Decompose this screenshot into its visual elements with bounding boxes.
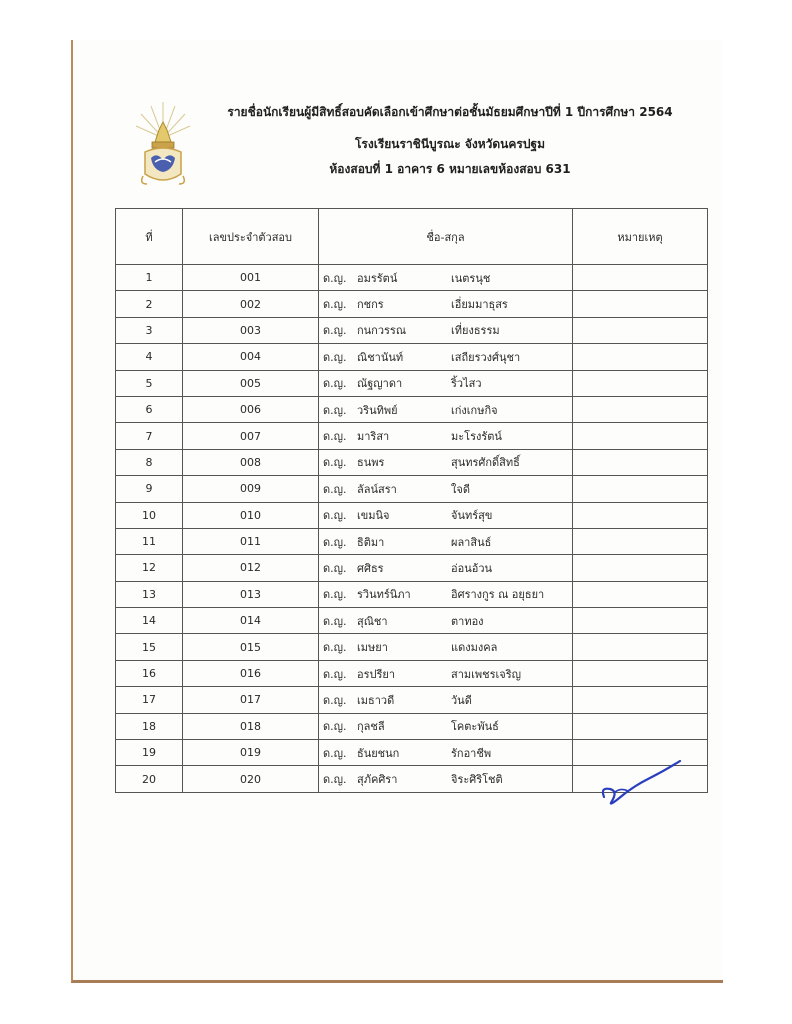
remarks <box>573 344 708 370</box>
remarks <box>573 291 708 317</box>
first-name: กนกวรรณ <box>357 324 407 338</box>
student-name-cell <box>319 528 573 554</box>
name-prefix: ด.ญ. <box>323 456 347 470</box>
exam-id: 015 <box>183 634 319 660</box>
table-header-row <box>116 209 708 265</box>
student-name <box>319 506 572 524</box>
first-name: เมธาวดี <box>357 693 395 707</box>
last-name: ริ้วไสว <box>451 377 482 391</box>
name-prefix: ด.ญ. <box>323 535 347 549</box>
name-prefix: ด.ญ. <box>323 746 347 760</box>
first-name: สุภัคศิรา <box>357 773 398 787</box>
student-name <box>319 348 572 366</box>
first-name: ธิติมา <box>357 535 385 549</box>
student-name <box>319 480 572 498</box>
student-name-cell <box>319 766 573 792</box>
name-prefix: ด.ญ. <box>323 773 347 787</box>
student-name-cell <box>319 687 573 713</box>
column-header-number: ที่ <box>116 209 183 265</box>
student-name <box>319 401 572 419</box>
table-row <box>116 423 708 449</box>
exam-id: 008 <box>183 449 319 475</box>
row-number: 11 <box>116 528 183 554</box>
exam-id: 019 <box>183 740 319 766</box>
name-prefix: ด.ญ. <box>323 403 347 417</box>
table-row <box>116 265 708 291</box>
student-name <box>319 321 572 339</box>
table-row <box>116 476 708 502</box>
column-header-name: ชื่อ-สกุล <box>319 209 573 265</box>
student-name-cell <box>319 449 573 475</box>
student-name <box>319 453 572 471</box>
name-prefix: ด.ญ. <box>323 271 347 285</box>
name-prefix: ด.ญ. <box>323 350 347 364</box>
row-number: 2 <box>116 291 183 317</box>
remarks <box>573 423 708 449</box>
last-name: เสถียรวงศ์นุชา <box>451 350 521 364</box>
first-name: อรปรียา <box>357 667 396 681</box>
name-prefix: ด.ญ. <box>323 588 347 602</box>
row-number: 17 <box>116 687 183 713</box>
table-row <box>116 608 708 634</box>
student-name <box>319 427 572 445</box>
first-name: เขมนิจ <box>357 509 390 523</box>
exam-id: 007 <box>183 423 319 449</box>
signature-mark <box>598 757 684 811</box>
last-name: ผลาสินธ์ <box>451 535 492 549</box>
first-name: อมรรัตน์ <box>357 271 398 285</box>
last-name: สุนทรศักดิ์สิทธิ์ <box>451 456 520 470</box>
row-number: 15 <box>116 634 183 660</box>
name-prefix: ด.ญ. <box>323 720 347 734</box>
last-name: มะโรงรัตน์ <box>451 430 502 444</box>
name-prefix: ด.ญ. <box>323 561 347 575</box>
name-prefix: ด.ญ. <box>323 693 347 707</box>
last-name: เนตรนุช <box>451 271 491 285</box>
last-name: อิศรางกูร ณ อยุธยา <box>451 588 545 602</box>
first-name: วรินทิพย์ <box>357 403 398 417</box>
column-header-exam-id: เลขประจำตัวสอบ <box>183 209 319 265</box>
row-number: 12 <box>116 555 183 581</box>
student-name-cell <box>319 291 573 317</box>
row-number: 16 <box>116 660 183 686</box>
row-number: 10 <box>116 502 183 528</box>
row-number: 20 <box>116 766 183 792</box>
remarks <box>573 370 708 396</box>
student-name-cell <box>319 581 573 607</box>
table-row <box>116 344 708 370</box>
student-name-cell <box>319 713 573 739</box>
student-name-cell <box>319 317 573 343</box>
row-number: 14 <box>116 608 183 634</box>
student-name-cell <box>319 265 573 291</box>
student-name <box>319 374 572 392</box>
last-name: เอี่ยมมาธุสร <box>451 298 508 312</box>
row-number: 3 <box>116 317 183 343</box>
table-row <box>116 713 708 739</box>
row-number: 1 <box>116 265 183 291</box>
student-name <box>319 770 572 788</box>
remarks <box>573 608 708 634</box>
school-name: โรงเรียนราชินีบูรณะ จังหวัดนครปฐม <box>354 137 546 151</box>
remarks <box>573 634 708 660</box>
last-name: อ่อนอ้วน <box>451 561 493 575</box>
row-number: 18 <box>116 713 183 739</box>
table-row <box>116 396 708 422</box>
first-name: กชกร <box>357 298 384 312</box>
exam-id: 003 <box>183 317 319 343</box>
exam-id: 016 <box>183 660 319 686</box>
first-name: กุลชลี <box>357 720 385 734</box>
last-name: จิระศิริโชติ <box>451 773 503 787</box>
exam-id: 006 <box>183 396 319 422</box>
last-name: จันทร์สุข <box>451 509 493 523</box>
student-name <box>319 717 572 735</box>
exam-id: 005 <box>183 370 319 396</box>
name-prefix: ด.ญ. <box>323 298 347 312</box>
last-name: โคตะพันธ์ <box>451 720 499 734</box>
table-row <box>116 634 708 660</box>
remarks <box>573 713 708 739</box>
student-name-cell <box>319 344 573 370</box>
name-prefix: ด.ญ. <box>323 614 347 628</box>
student-name <box>319 665 572 683</box>
student-name <box>319 744 572 762</box>
first-name: ณิชานันท์ <box>357 350 404 364</box>
student-name-cell <box>319 370 573 396</box>
remarks <box>573 396 708 422</box>
row-number: 8 <box>116 449 183 475</box>
remarks <box>573 660 708 686</box>
exam-id: 002 <box>183 291 319 317</box>
table-row <box>116 660 708 686</box>
remarks <box>573 449 708 475</box>
remarks <box>573 476 708 502</box>
last-name: ใจดี <box>451 482 470 496</box>
name-prefix: ด.ญ. <box>323 667 347 681</box>
name-prefix: ด.ญ. <box>323 641 347 655</box>
row-number: 9 <box>116 476 183 502</box>
first-name: ศศิธร <box>357 561 384 575</box>
table-row <box>116 317 708 343</box>
table-row <box>116 370 708 396</box>
table-row <box>116 291 708 317</box>
student-name-cell <box>319 502 573 528</box>
remarks <box>573 317 708 343</box>
exam-id: 020 <box>183 766 319 792</box>
student-name <box>319 269 572 287</box>
first-name: เมษยา <box>357 641 388 655</box>
table-row <box>116 687 708 713</box>
student-roster-table <box>115 208 708 793</box>
student-name-cell <box>319 476 573 502</box>
remarks <box>573 687 708 713</box>
exam-id: 010 <box>183 502 319 528</box>
row-number: 5 <box>116 370 183 396</box>
exam-id: 018 <box>183 713 319 739</box>
student-name-cell <box>319 634 573 660</box>
last-name: รักอาชีพ <box>451 746 492 760</box>
exam-id: 011 <box>183 528 319 554</box>
exam-id: 004 <box>183 344 319 370</box>
student-name <box>319 691 572 709</box>
last-name: วันดี <box>451 693 472 707</box>
remarks <box>573 555 708 581</box>
remarks <box>573 581 708 607</box>
last-name: เที่ยงธรรม <box>451 324 500 338</box>
student-name-cell <box>319 555 573 581</box>
first-name: ลัลน์สรา <box>357 482 397 496</box>
exam-id: 017 <box>183 687 319 713</box>
remarks <box>573 502 708 528</box>
first-name: ธนพร <box>357 456 385 470</box>
exam-id: 014 <box>183 608 319 634</box>
last-name: แดงมงคล <box>451 641 498 655</box>
student-name-cell <box>319 608 573 634</box>
remarks <box>573 528 708 554</box>
last-name: เก่งเกษกิจ <box>451 403 498 417</box>
exam-id: 009 <box>183 476 319 502</box>
student-name <box>319 638 572 656</box>
name-prefix: ด.ญ. <box>323 377 347 391</box>
row-number: 6 <box>116 396 183 422</box>
student-name <box>319 295 572 313</box>
student-name <box>319 533 572 551</box>
first-name: มาริสา <box>357 430 390 444</box>
table-row <box>116 528 708 554</box>
school-crest-icon <box>133 100 193 190</box>
exam-id: 001 <box>183 265 319 291</box>
first-name: ธันยชนก <box>357 746 400 760</box>
table-row <box>116 449 708 475</box>
student-name <box>319 559 572 577</box>
table-row <box>116 555 708 581</box>
first-name: สุณิชา <box>357 614 388 628</box>
column-header-remarks: หมายเหตุ <box>573 209 708 265</box>
first-name: รวินทร์นิภา <box>357 588 411 602</box>
last-name: สามเพชรเจริญ <box>451 667 522 681</box>
row-number: 13 <box>116 581 183 607</box>
name-prefix: ด.ญ. <box>323 509 347 523</box>
row-number: 4 <box>116 344 183 370</box>
row-number: 19 <box>116 740 183 766</box>
student-name <box>319 585 572 603</box>
remarks <box>573 265 708 291</box>
exam-room-info: ห้องสอบที่ 1 อาคาร 6 หมายเลขห้องสอบ 631 <box>329 162 571 176</box>
document-title: รายชื่อนักเรียนผู้มีสิทธิ์สอบคัดเลือกเข้าศึกษาต่อชั้นมัธยมศึกษาปีที่ 1 ปีการศึกษา 2564 <box>227 105 673 119</box>
table-row <box>116 581 708 607</box>
name-prefix: ด.ญ. <box>323 482 347 496</box>
student-name-cell <box>319 740 573 766</box>
student-name-cell <box>319 423 573 449</box>
exam-id: 012 <box>183 555 319 581</box>
last-name: ตาทอง <box>451 614 484 628</box>
first-name: ณัฐญาดา <box>357 377 403 391</box>
exam-id: 013 <box>183 581 319 607</box>
student-name-cell <box>319 396 573 422</box>
name-prefix: ด.ญ. <box>323 324 347 338</box>
student-name-cell <box>319 660 573 686</box>
row-number: 7 <box>116 423 183 449</box>
student-name <box>319 612 572 630</box>
table-row <box>116 502 708 528</box>
name-prefix: ด.ญ. <box>323 430 347 444</box>
